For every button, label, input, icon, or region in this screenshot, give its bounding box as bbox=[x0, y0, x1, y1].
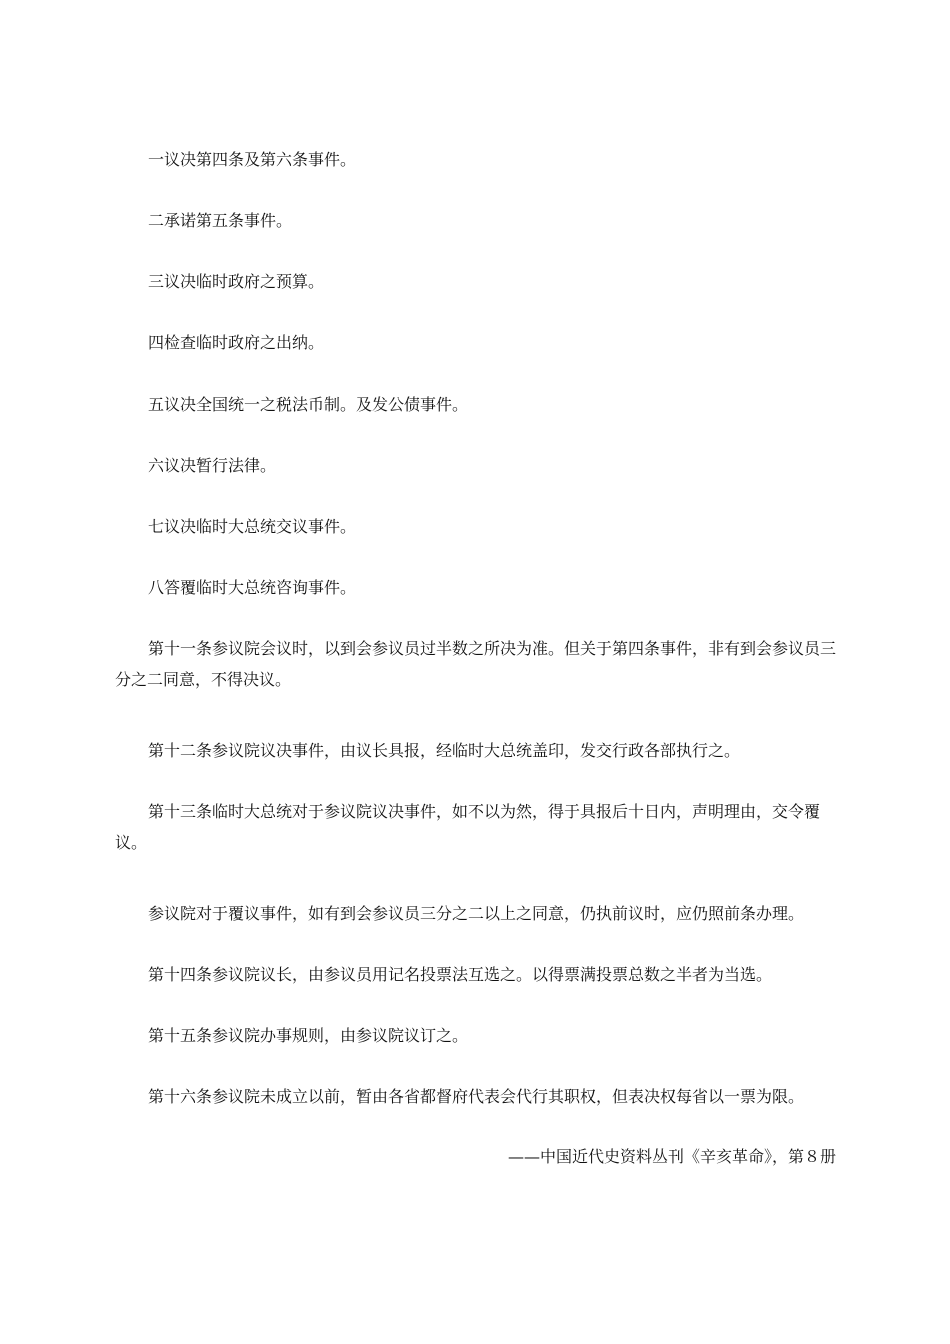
article-14: 第十四条参议院议长，由参议员用记名投票法互选之。以得票满投票总数之半者为当选。 bbox=[148, 965, 773, 984]
article-11: 第十一条参议院会议时，以到会参议员过半数之所决为准。但关于第四条事件，非有到会参议员三分之二同意，不得决议。 bbox=[115, 639, 837, 689]
paragraph-item-5: 五议决全国统一之税法币制。及发公债事件。 bbox=[148, 395, 469, 414]
paragraph-item-1: 一议决第四条及第六条事件。 bbox=[148, 150, 357, 169]
article-13: 第十三条临时大总统对于参议院议决事件，如不以为然，得于具报后十日内，声明理由，交令覆议。 bbox=[115, 802, 821, 852]
source-citation: ——中国近代史资料丛刊《辛亥革命》，第８册 bbox=[507, 1147, 836, 1166]
paragraph-item-4: 四检查临时政府之出纳。 bbox=[148, 333, 325, 352]
paragraph-item-3: 三议决临时政府之预算。 bbox=[148, 272, 325, 291]
paragraph-item-6: 六议决暂行法律。 bbox=[148, 456, 277, 475]
paragraph-item-7: 七议决临时大总统交议事件。 bbox=[148, 517, 357, 536]
article-13-reconsideration: 参议院对于覆议事件，如有到会参议员三分之二以上之同意，仍执前议时，应仍照前条办理。 bbox=[148, 904, 805, 923]
article-15: 第十五条参议院办事规则，由参议院议订之。 bbox=[148, 1026, 469, 1045]
paragraph-item-8: 八答覆临时大总统咨询事件。 bbox=[148, 578, 357, 597]
paragraph-item-2: 二承诺第五条事件。 bbox=[148, 211, 293, 230]
article-12: 第十二条参议院议决事件，由议长具报，经临时大总统盖印，发交行政各部执行之。 bbox=[148, 741, 741, 760]
article-16: 第十六条参议院未成立以前，暂由各省都督府代表会代行其职权，但表决权每省以一票为限。 bbox=[148, 1087, 805, 1106]
